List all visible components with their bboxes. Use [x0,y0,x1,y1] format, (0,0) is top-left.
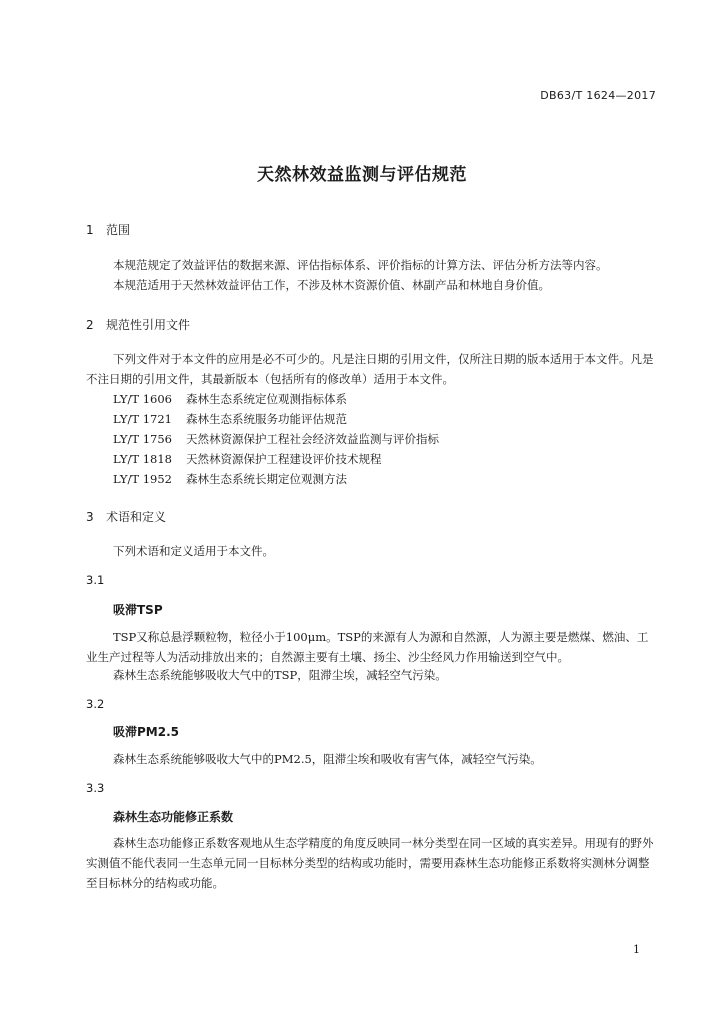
clause-number: 3.2 [86,697,105,711]
reference-item [113,391,347,407]
section-title: 规范性引用文件 [106,318,191,332]
section-number: 3 [86,510,94,524]
term-title: 吸滞TSP [113,603,163,617]
clause-number: 3.3 [86,781,105,795]
reference-item [113,451,382,467]
reference-item [113,431,439,447]
paragraph: 本规范适用于天然林效益评估工作，不涉及林木资源价值、林副产品和林地自身价值。 [113,278,550,292]
clause-number: 3.1 [86,573,105,587]
section-number: 2 [86,318,94,332]
reference-title: 天然林资源保护工程社会经济效益监测与评价指标 [186,432,439,446]
paragraph: 本规范规定了效益评估的数据来源、评估指标体系、评价指标的计算方法、评估分析方法等内容。 [113,258,608,272]
reference-title: 森林生态系统服务功能评估规范 [186,412,347,426]
reference-code: LY/T 1606 [113,392,172,406]
reference-code: LY/T 1721 [113,412,172,426]
reference-item [113,411,347,427]
paragraph: 下列术语和定义适用于本文件。 [113,544,274,558]
section-heading-scope [86,221,130,238]
paragraph: 森林生态系统能够吸收大气中的TSP，阻滞尘埃，减轻空气污染。 [113,668,447,682]
term-title: 吸滞PM2.5 [113,725,179,739]
paragraph: 森林生态系统能够吸收大气中的PM2.5，阻滞尘埃和吸收有害气体，减轻空气污染。 [113,752,542,766]
paragraph: 森林生态功能修正系数客观地从生态学精度的角度反映同一林分类型在同一区域的真实差异。用现有的野外实测值不能代表同一生态单元同一目标林分类型的结构或功能时，需要用森林生态功能修正系数将实测林分调整至目标林分的结构或功能。 [86,836,654,890]
reference-code: LY/T 1952 [113,472,172,486]
paragraph: TSP又称总悬浮颗粒物，粒径小于100μm。TSP的来源有人为源和自然源，人为源主要是燃煤、燃油、工业生产过程等人为活动排放出来的；自然源主要有土壤、扬尘、沙尘经风力作用输送到空气中。 [86,630,649,664]
reference-code: LY/T 1756 [113,432,172,446]
reference-title: 森林生态系统长期定位观测方法 [186,472,347,486]
section-title: 术语和定义 [106,510,167,524]
reference-title: 天然林资源保护工程建设评价技术规程 [186,452,382,466]
section-title: 范围 [106,223,131,237]
term-title: 森林生态功能修正系数 [113,810,234,824]
paragraph: 下列文件对于本文件的应用是必不可少的。凡是注日期的引用文件，仅所注日期的版本适用于本文件。凡是不注日期的引用文件，其最新版本（包括所有的修改单）适用于本文件。 [86,352,654,386]
reference-item [113,471,347,487]
section-number: 1 [86,223,94,237]
standard-code: DB63/T 1624—2017 [540,89,656,102]
section-heading-normative-references [86,316,190,333]
reference-code: LY/T 1818 [113,452,172,466]
page-number: 1 [633,943,640,956]
section-heading-terms [86,508,166,525]
reference-title: 森林生态系统定位观测指标体系 [186,392,347,406]
document-title: 天然林效益监测与评估规范 [257,165,467,185]
